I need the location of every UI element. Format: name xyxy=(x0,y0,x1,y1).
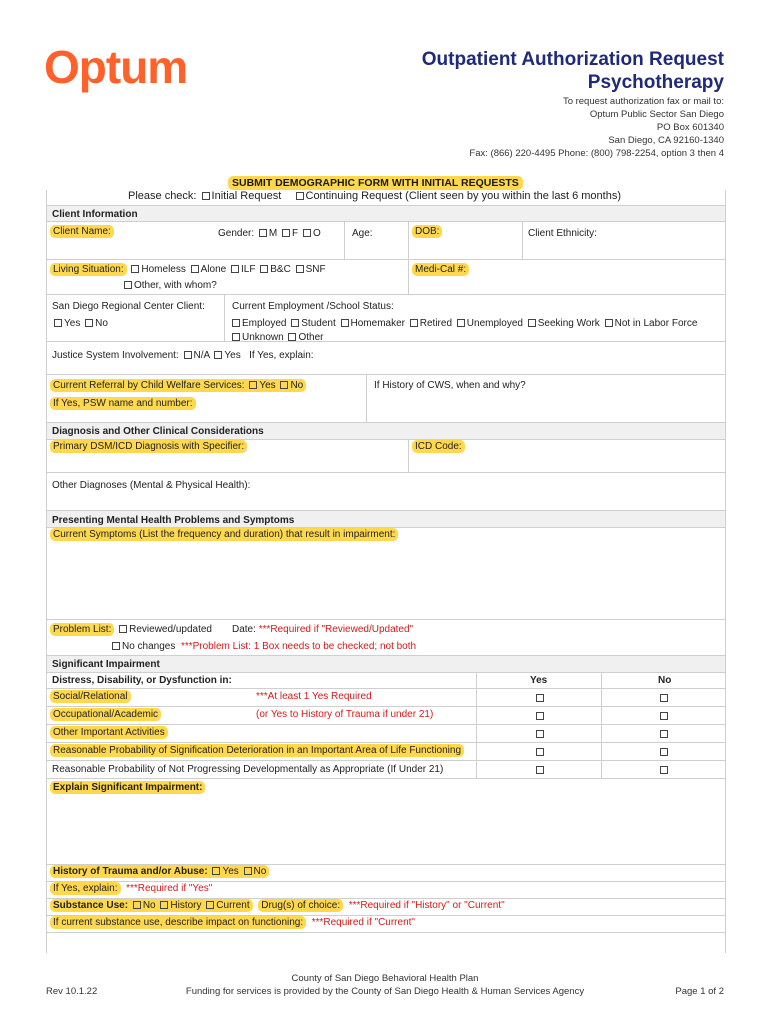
gender-f-checkbox[interactable] xyxy=(282,229,290,237)
substance-current-checkbox[interactable] xyxy=(206,901,214,909)
seeking-work-label: Seeking Work xyxy=(537,318,600,329)
substance-label: Substance Use: xyxy=(53,900,129,911)
impairment-no-checkbox[interactable] xyxy=(660,730,668,738)
impairment-row xyxy=(46,689,725,707)
other-diagnoses-row xyxy=(46,473,725,511)
ilf-checkbox[interactable] xyxy=(231,265,239,273)
impairment-item-label: Other Important Activities xyxy=(50,726,168,739)
age-label[interactable]: Age: xyxy=(352,228,373,239)
substance-no-checkbox[interactable] xyxy=(133,901,141,909)
optum-logo: Optum xyxy=(44,41,188,93)
retired-checkbox[interactable] xyxy=(410,319,418,327)
impairment-note: (or Yes to History of Trauma if under 21) xyxy=(256,709,434,720)
cws-yes-checkbox[interactable] xyxy=(249,381,257,389)
trauma-row xyxy=(46,865,725,882)
justice-na-label: N/A xyxy=(193,350,210,361)
regional-yes-checkbox[interactable] xyxy=(54,319,62,327)
snf-label: SNF xyxy=(305,264,326,275)
regional-no-label: No xyxy=(95,318,108,329)
impairment-item-label: Reasonable Probability of Signification Deterioration in an Important Area of Life Functioning xyxy=(50,744,464,757)
gender-o-checkbox[interactable] xyxy=(303,229,311,237)
unknown-label: Unknown xyxy=(242,332,284,343)
employed-checkbox[interactable] xyxy=(232,319,240,327)
employment-label: Current Employment /School Status: xyxy=(232,301,394,312)
no-changes-label: No changes xyxy=(122,641,176,652)
substance-required-note: ***Required if "History" or "Current" xyxy=(348,900,505,911)
diagnosis-heading: Diagnosis and Other Clinical Considerations xyxy=(52,426,264,437)
unemployed-label: Unemployed xyxy=(466,318,523,329)
cws-no-checkbox[interactable] xyxy=(280,381,288,389)
retired-label: Retired xyxy=(419,318,453,329)
trauma-required-note: ***Required if "Yes" xyxy=(126,883,213,894)
contact-line: PO Box 601340 xyxy=(656,122,724,133)
no-changes-checkbox[interactable] xyxy=(112,642,120,650)
substance-impact-label[interactable]: If current substance use, describe impact on functioning: xyxy=(50,916,306,929)
page-title xyxy=(422,48,724,94)
bc-label: B&C xyxy=(270,264,291,275)
impairment-yes-checkbox[interactable] xyxy=(536,766,544,774)
contact-line: San Diego, CA 92160-1340 xyxy=(608,135,724,146)
living-situation-label: Living Situation: xyxy=(50,263,127,276)
impairment-yes-checkbox[interactable] xyxy=(536,694,544,702)
gender-m-label: M xyxy=(268,228,278,239)
bc-checkbox[interactable] xyxy=(260,265,268,273)
trauma-no-checkbox[interactable] xyxy=(244,867,252,875)
trauma-yes-label: Yes xyxy=(222,866,239,877)
ilf-label: ILF xyxy=(241,264,256,275)
impairment-item-label: Reasonable Probability of Not Progressing Developmentally as Appropriate (If Under 21) xyxy=(52,764,444,775)
regional-yes-label: Yes xyxy=(64,318,81,329)
initial-request-label: Initial Request xyxy=(211,190,282,202)
contact-line: Fax: (866) 220-4495 Phone: (800) 798-2254, option 3 then 4 xyxy=(469,148,724,159)
yes-column-header: Yes xyxy=(530,675,548,686)
trauma-explain-row xyxy=(46,882,725,899)
regional-center-label: San Diego Regional Center Client: xyxy=(52,301,205,312)
psw-label[interactable]: If Yes, PSW name and number: xyxy=(50,397,196,410)
impairment-row xyxy=(46,761,725,779)
justice-yes-checkbox[interactable] xyxy=(214,351,222,359)
impairment-yes-checkbox[interactable] xyxy=(536,730,544,738)
cws-history-label[interactable]: If History of CWS, when and why? xyxy=(374,380,526,391)
other-employment-label: Other xyxy=(298,332,324,343)
living-situation-row xyxy=(46,260,725,295)
impairment-yes-checkbox[interactable] xyxy=(536,712,544,720)
substance-label-wrap xyxy=(50,899,253,912)
impairment-row xyxy=(46,743,725,761)
substance-impact-row xyxy=(46,916,725,933)
not-in-labor-checkbox[interactable] xyxy=(605,319,613,327)
impairment-item-label: Occupational/Academic xyxy=(50,708,161,721)
demographic-banner: SUBMIT DEMOGRAPHIC FORM WITH INITIAL REQUESTS xyxy=(228,176,523,190)
impairment-no-checkbox[interactable] xyxy=(660,766,668,774)
primary-diagnosis-label[interactable]: Primary DSM/ICD Diagnosis with Specifier: xyxy=(50,440,247,453)
unknown-checkbox[interactable] xyxy=(232,333,240,341)
cws-row xyxy=(46,375,725,423)
impairment-note: ***At least 1 Yes Required xyxy=(256,691,372,702)
other-with-whom-checkbox[interactable] xyxy=(124,281,132,289)
other-diagnoses-label[interactable]: Other Diagnoses (Mental & Physical Health): xyxy=(52,480,251,491)
gender-o-label: O xyxy=(312,228,321,239)
snf-checkbox[interactable] xyxy=(296,265,304,273)
cws-referral-label: Current Referral by Child Welfare Services: Yes No xyxy=(50,379,306,392)
initial-request-checkbox[interactable] xyxy=(202,192,210,200)
please-check-label: Please check: xyxy=(128,190,197,202)
alone-checkbox[interactable] xyxy=(191,265,199,273)
current-symptoms-row xyxy=(46,528,725,620)
cws-no-label: No xyxy=(290,380,304,391)
gender-f-label: F xyxy=(292,228,299,239)
student-label: Student xyxy=(301,318,336,329)
homemaker-checkbox[interactable] xyxy=(341,319,349,327)
substance-history-label: History xyxy=(170,900,202,911)
explain-impairment-row xyxy=(46,779,725,865)
justice-label: Justice System Involvement: xyxy=(52,350,179,361)
impairment-item-label: Social/Relational xyxy=(50,690,131,703)
student-checkbox[interactable] xyxy=(291,319,299,327)
other-with-whom-label: Other, with whom? xyxy=(134,280,217,291)
justice-na-checkbox[interactable] xyxy=(184,351,192,359)
client-info-heading: Client Information xyxy=(52,209,138,220)
primary-diagnosis-row xyxy=(46,440,725,473)
other-employment-checkbox[interactable] xyxy=(288,333,296,341)
trauma-yes-checkbox[interactable] xyxy=(212,867,220,875)
unemployed-checkbox[interactable] xyxy=(457,319,465,327)
presenting-heading-row xyxy=(46,511,725,528)
alone-label: Alone xyxy=(200,264,227,275)
substance-history-checkbox[interactable] xyxy=(160,901,168,909)
medi-cal-label[interactable]: Medi-Cal #: xyxy=(412,263,469,276)
not-in-labor-label: Not in Labor Force xyxy=(614,318,698,329)
authorization-form xyxy=(46,190,725,933)
contact-info xyxy=(469,95,724,160)
trauma-explain-label[interactable]: If Yes, explain: xyxy=(50,882,121,895)
current-symptoms-label[interactable]: Current Symptoms (List the frequency and duration) that result in impairment: xyxy=(50,528,398,541)
homeless-checkbox[interactable] xyxy=(131,265,139,273)
justice-explain-label: If Yes, explain: xyxy=(249,350,314,361)
substance-current-label: Current xyxy=(216,900,250,911)
homemaker-label: Homemaker xyxy=(350,318,405,329)
required-reviewed-note: ***Required if "Reviewed/Updated" xyxy=(258,624,414,635)
ethnicity-label[interactable]: Client Ethnicity: xyxy=(528,228,597,239)
no-column-header: No xyxy=(658,675,672,686)
dob-label[interactable]: DOB: xyxy=(412,225,442,238)
trauma-label: History of Trauma and/or Abuse: Yes No xyxy=(50,865,269,878)
client-name-label[interactable]: Client Name: xyxy=(50,225,114,238)
trauma-no-label: No xyxy=(253,866,267,877)
contact-line: Optum Public Sector San Diego xyxy=(589,109,724,120)
impairment-no-checkbox[interactable] xyxy=(660,712,668,720)
distress-label: Distress, Disability, or Dysfunction in: xyxy=(52,675,232,686)
regional-no-checkbox[interactable] xyxy=(85,319,93,327)
problem-list-label: Problem List: xyxy=(50,623,114,636)
substance-row xyxy=(46,899,725,916)
problem-list-note: ***Problem List: 1 Box needs to be checked; not both xyxy=(180,641,417,652)
impairment-row xyxy=(46,725,725,743)
cws-yes-label: Yes xyxy=(259,380,276,391)
gender-label: Gender: xyxy=(218,228,255,239)
problem-list-row xyxy=(46,620,725,656)
gender-m-checkbox[interactable] xyxy=(259,229,267,237)
diagnosis-heading-row xyxy=(46,423,725,440)
impairment-heading-row xyxy=(46,656,725,673)
justice-yes-label: Yes xyxy=(224,350,241,361)
distress-header-row xyxy=(46,673,725,689)
title-line-1: Outpatient Authorization Request xyxy=(421,49,724,70)
impairment-no-checkbox[interactable] xyxy=(660,748,668,756)
reviewed-label: Reviewed/updated xyxy=(129,624,212,635)
continuing-request-label: Continuing Request (Client seen by you within the last 6 months) xyxy=(305,190,622,202)
impairment-heading: Significant Impairment xyxy=(52,659,160,670)
reviewed-checkbox[interactable] xyxy=(119,625,127,633)
explain-impairment-label[interactable]: Explain Significant Impairment: xyxy=(50,781,205,794)
revision-label: Rev 10.1.22 xyxy=(46,986,98,997)
contact-line: To request authorization fax or mail to: xyxy=(562,96,724,107)
impairment-no-checkbox[interactable] xyxy=(660,694,668,702)
homeless-label: Homeless xyxy=(141,264,186,275)
continuing-request-checkbox[interactable] xyxy=(296,192,304,200)
justice-row xyxy=(46,342,725,375)
employment-row xyxy=(46,295,725,342)
client-info-heading-row xyxy=(46,205,725,222)
seeking-work-checkbox[interactable] xyxy=(528,319,536,327)
impairment-row xyxy=(46,707,725,725)
page-number: Page 1 of 2 xyxy=(675,986,724,997)
footer-line-2: Funding for services is provided by the County of San Diego Health & Human Services Agency xyxy=(185,986,585,997)
impairment-yes-checkbox[interactable] xyxy=(536,748,544,756)
substance-current-note: ***Required if "Current" xyxy=(311,917,415,928)
drugs-of-choice-label[interactable]: Drug(s) of choice: xyxy=(258,899,343,912)
employed-label: Employed xyxy=(242,318,287,329)
presenting-heading: Presenting Mental Health Problems and Symptoms xyxy=(52,515,295,526)
icd-code-label[interactable]: ICD Code: xyxy=(412,440,465,453)
date-label[interactable]: Date: xyxy=(232,624,256,635)
substance-no-label: No xyxy=(142,900,156,911)
footer-line-1: County of San Diego Behavioral Health Plan xyxy=(291,973,479,984)
client-name-row xyxy=(46,222,725,260)
please-check-row xyxy=(46,190,725,205)
title-line-2: Psychotherapy xyxy=(587,72,724,93)
